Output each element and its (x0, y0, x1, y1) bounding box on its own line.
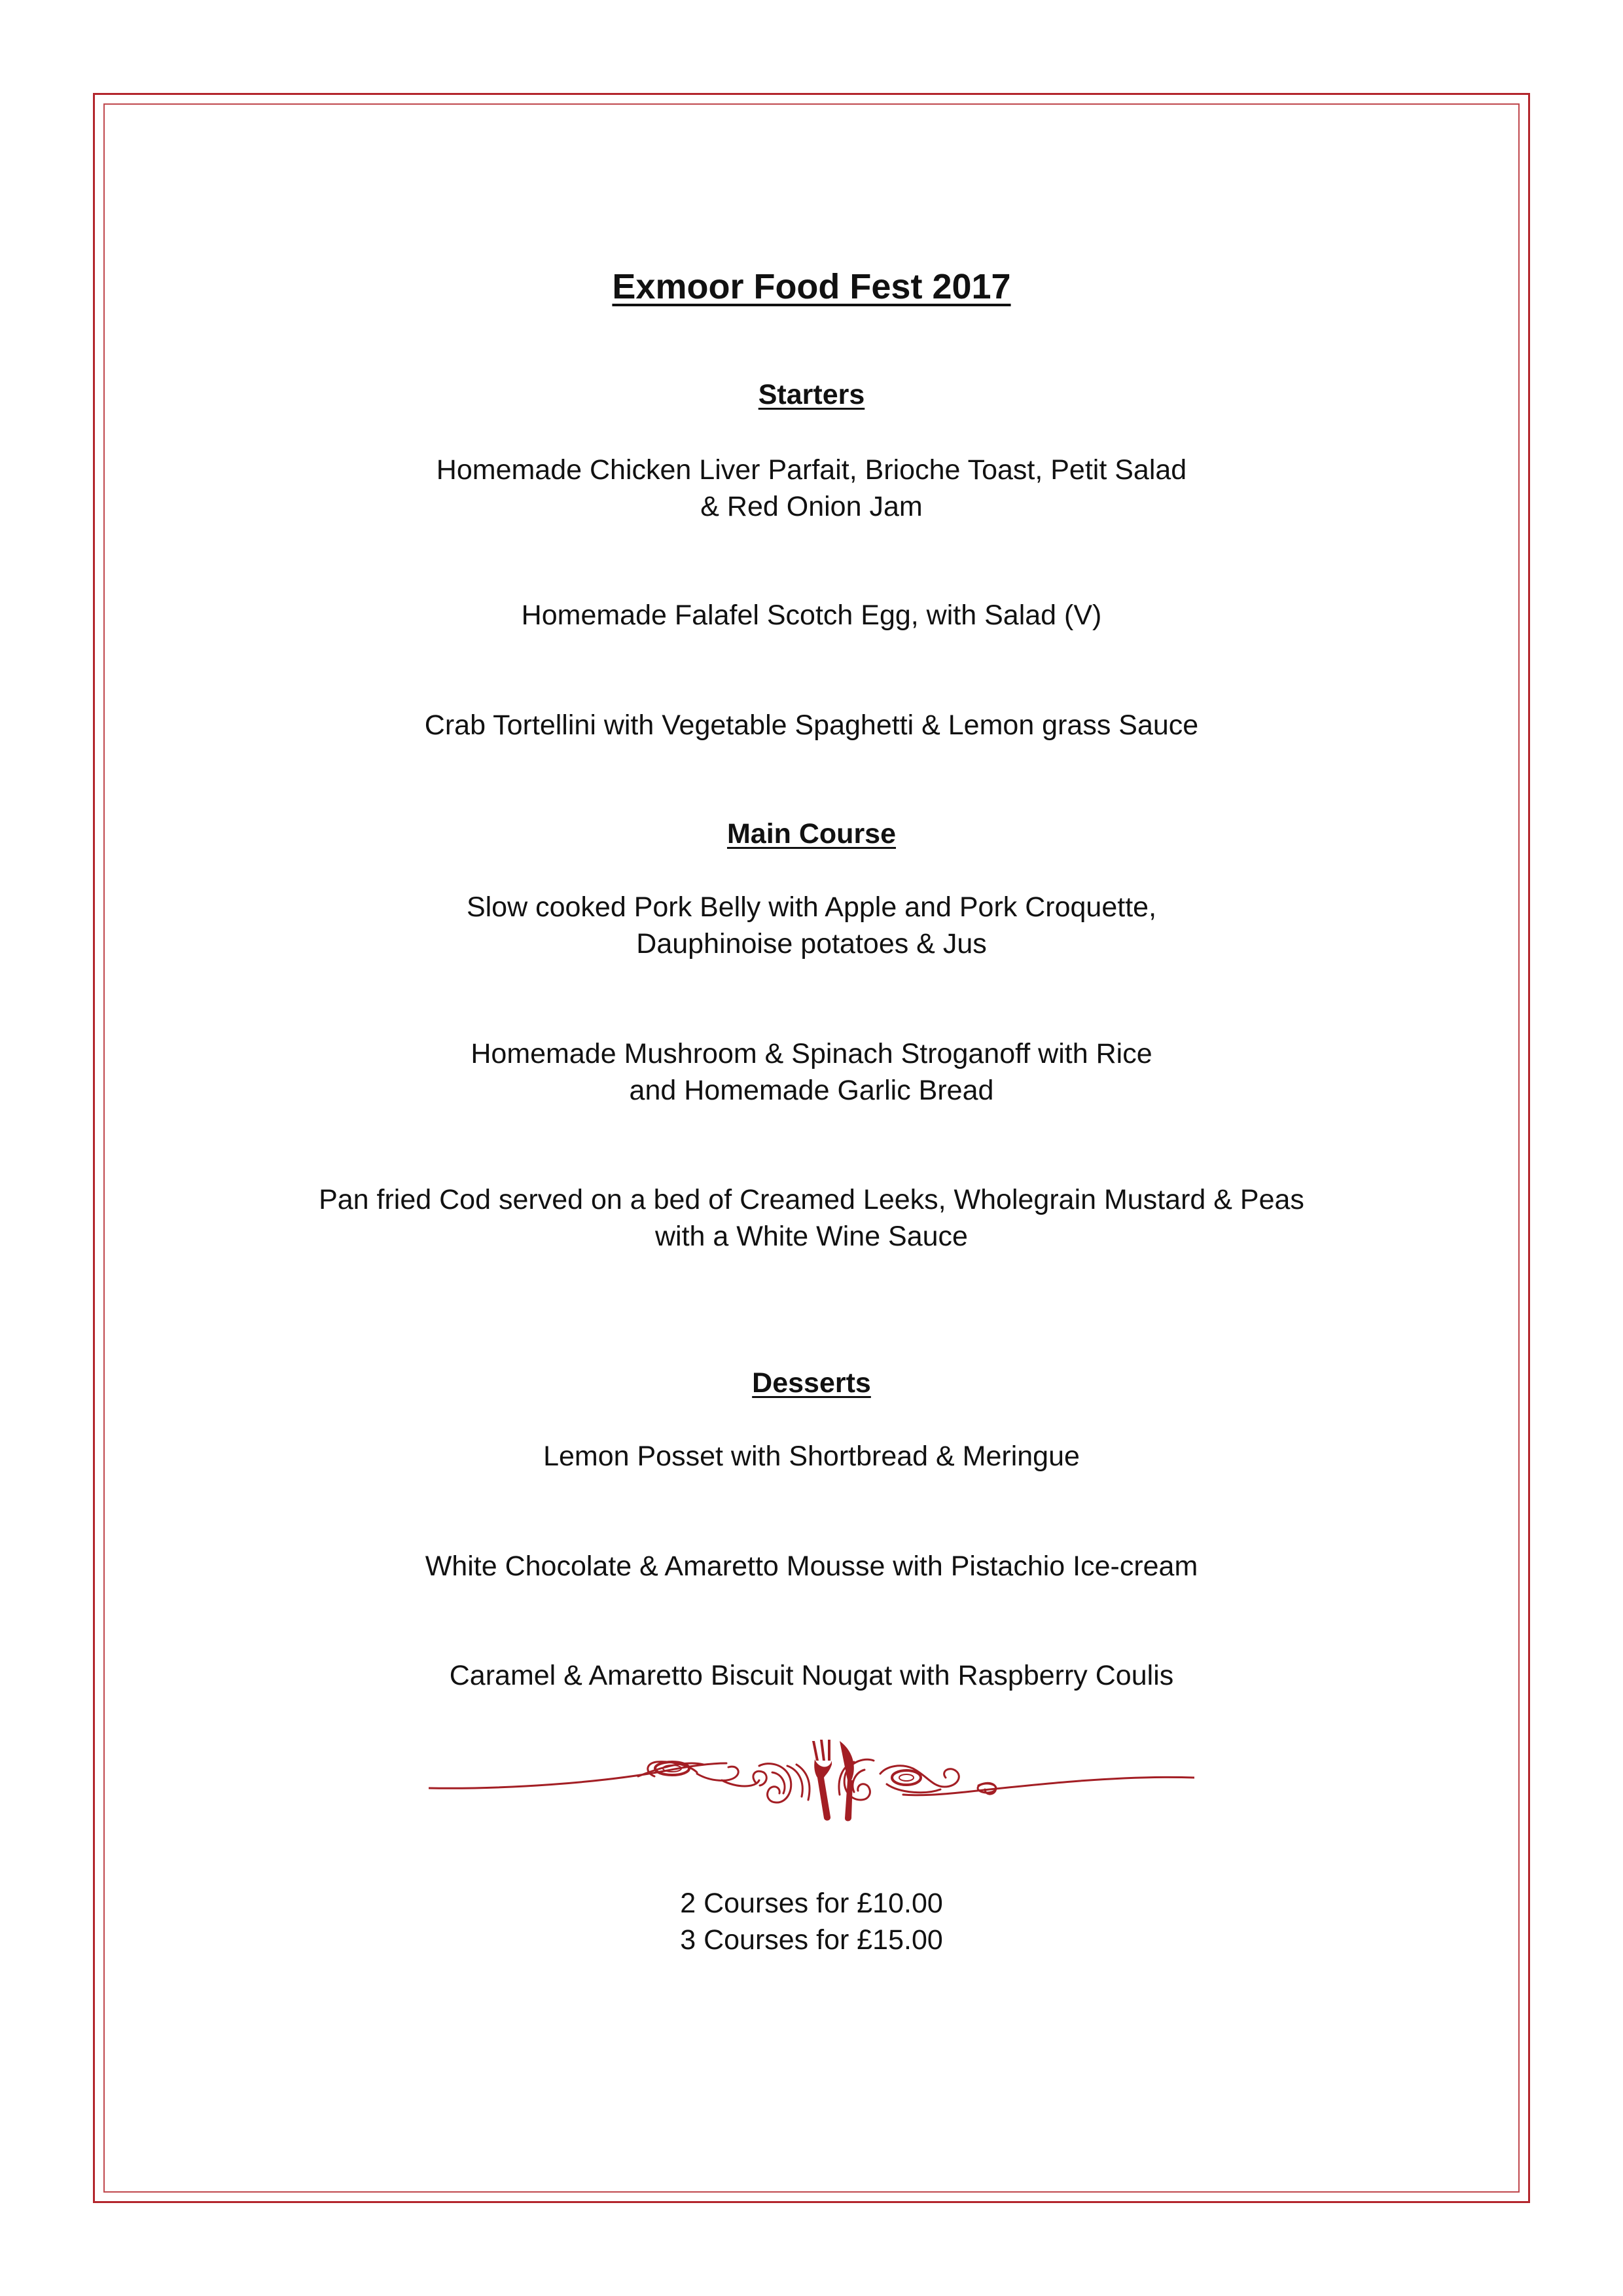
starter-item-2: Homemade Falafel Scotch Egg, with Salad (V) (521, 600, 1102, 631)
section-heading-desserts: Desserts (752, 1367, 871, 1399)
dessert-item-1: Lemon Posset with Shortbread & Meringue (543, 1441, 1080, 1472)
price-three-courses: 3 Courses for £15.00 (680, 1924, 943, 1956)
dessert-item-2: White Chocolate & Amaretto Mousse with Pistachio Ice-cream (425, 1551, 1198, 1582)
section-heading-main-course: Main Course (726, 818, 897, 850)
main-item-2-line2: and Homemade Garlic Bread (629, 1075, 994, 1106)
fork-knife-flourish-icon (429, 1734, 1194, 1826)
dessert-item-3: Caramel & Amaretto Biscuit Nougat with Raspberry Coulis (449, 1660, 1174, 1691)
price-two-courses: 2 Courses for £10.00 (680, 1888, 943, 1919)
main-item-2-line1: Homemade Mushroom & Spinach Stroganoff with Rice (471, 1038, 1152, 1069)
main-item-3-line1: Pan fried Cod served on a bed of Creamed Leeks, Wholegrain Mustard & Peas (319, 1184, 1304, 1215)
starter-item-1-line2: & Red Onion Jam (700, 491, 923, 522)
starter-item-3: Crab Tortellini with Vegetable Spaghetti & Lemon grass Sauce (424, 709, 1199, 741)
main-item-1-line1: Slow cooked Pork Belly with Apple and Pork Croquette, (466, 891, 1157, 923)
main-item-3-line2: with a White Wine Sauce (655, 1221, 968, 1252)
main-item-1-line2: Dauphinoise potatoes & Jus (636, 928, 987, 960)
menu-title: Exmoor Food Fest 2017 (612, 267, 1011, 306)
starter-item-1-line1: Homemade Chicken Liver Parfait, Brioche Toast, Petit Salad (436, 454, 1187, 486)
section-heading-starters: Starters (758, 379, 865, 410)
